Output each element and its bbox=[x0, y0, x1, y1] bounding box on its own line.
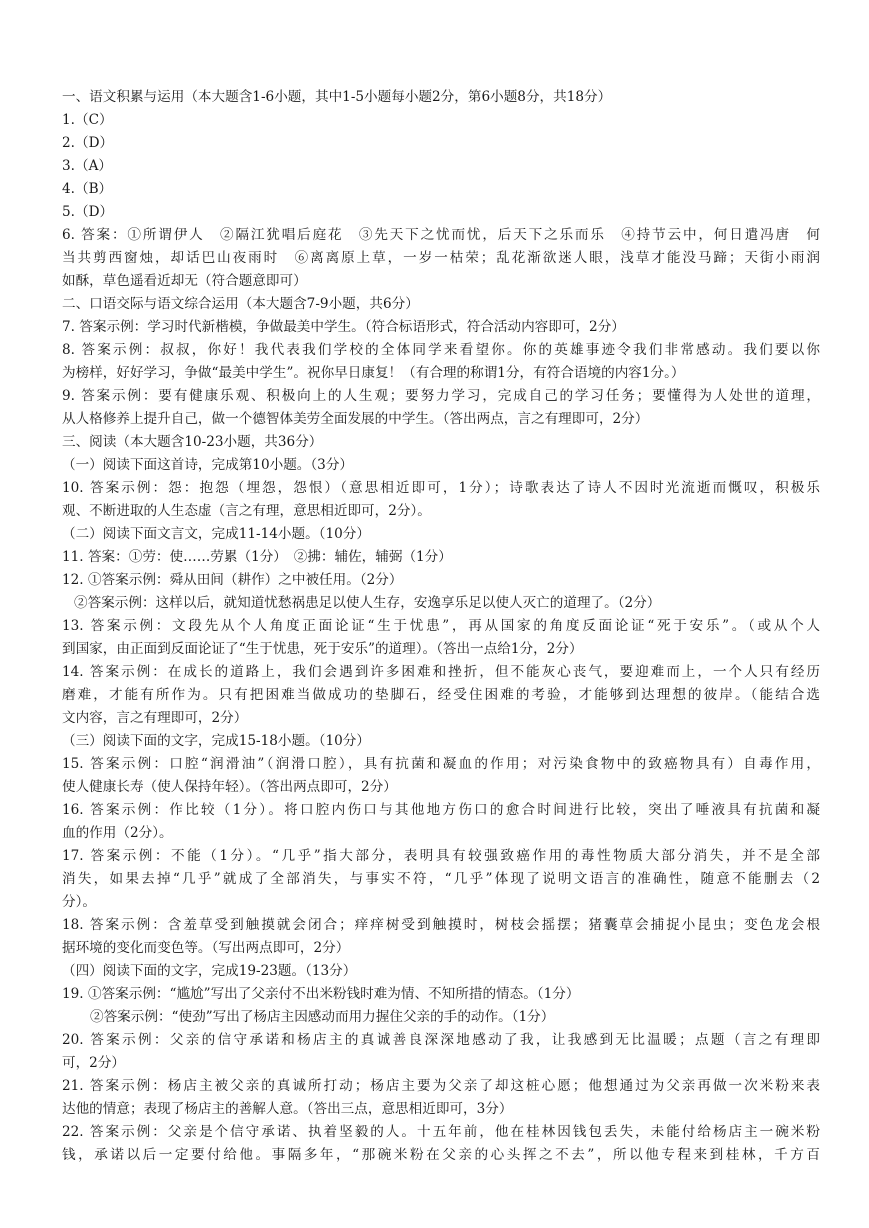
answer-line-13a: 13. 答案示例：文段先从个人角度正面论证“生于忧患”，再从国家的角度反面论证“死于安乐”。（或从个人 bbox=[62, 618, 820, 634]
answer-line-14b: 磨难，才能有所作为。只有把困难当做成功的垫脚石，经受住困难的考验，才能够到达理想的彼岸。（能结合选 bbox=[62, 687, 820, 703]
answer-line-12b: ②答案示例：这样以后，就知道忧愁祸患足以使人生存，安逸享乐足以使人灭亡的道理了。（2分） bbox=[74, 595, 661, 611]
answer-line-19b: ②答案示例：“使劲”写出了杨店主因感动而用力握住父亲的手的动作。（1分） bbox=[90, 1009, 555, 1025]
answer-line-9a: 9. 答案示例：要有健康乐观、积极向上的人生观；要努力学习，完成自己的学习任务；要懂得为人处世的道理， bbox=[62, 388, 820, 404]
answer-line-9b: 从人格修养上提升自己，做一个德智体美劳全面发展的中学生。（答出两点，言之有理即可，2分） bbox=[62, 411, 649, 427]
answer-line-17c: 分）。 bbox=[62, 894, 96, 910]
answer-line-12a: 12. ①答案示例：舜从田间（耕作）之中被任用。（2分） bbox=[62, 572, 403, 588]
answer-line-2: 2.（D） bbox=[62, 135, 114, 151]
section-heading-3: 三、阅读（本大题含10-23小题，共36分） bbox=[62, 434, 323, 450]
answer-line-22b: 钱，承诺以后一定要付给他。事隔多年，“那碗米粉在父亲的心头挥之不去”，所以他专程来到桂林，千方百 bbox=[62, 1147, 820, 1163]
answer-line-21b: 达他的情意；表现了杨店主的善解人意。（答出三点，意思相近即可，3分） bbox=[62, 1101, 513, 1117]
answer-line-10b: 观、不断进取的人生态虚（言之有理，意思相近即可，2分）。 bbox=[62, 503, 431, 519]
answer-line-6b: 当共剪西窗烛，却话巴山夜雨时 ⑥离离原上草，一岁一枯荣；乱花渐欲迷人眼，浅草才能没马蹄；天街小雨润 bbox=[62, 250, 820, 266]
answer-line-7: 7. 答案示例：学习时代新楷模，争做最美中学生。（符合标语形式，符合活动内容即可，2分） bbox=[62, 319, 625, 335]
answer-line-15b: 使人健康长寿（使人保持年轻）。（答出两点即可，2分） bbox=[62, 779, 397, 795]
answer-line-5: 5.（D） bbox=[62, 204, 114, 220]
answer-line-22a: 22. 答案示例：父亲是个信守承诺、执着坚毅的人。十五年前，他在桂林因钱包丢失，未能付给杨店主一碗米粉 bbox=[62, 1124, 820, 1140]
answer-line-14a: 14. 答案示例：在成长的道路上，我们会遇到许多困难和挫折，但不能灰心丧气，要迎难而上，一个人只有经历 bbox=[62, 664, 820, 680]
answer-line-10a: 10. 答案示例：怨：抱怨（埋怨，怨恨）（意思相近即可，1分）；诗歌表达了诗人不因时光流逝而慨叹，积极乐 bbox=[62, 480, 820, 496]
answer-line-20b: 可，2分） bbox=[62, 1055, 126, 1071]
answer-line-20a: 20. 答案示例：父亲的信守承诺和杨店主的真诚善良深深地感动了我，让我感到无比温暖；点题（言之有理即 bbox=[62, 1032, 820, 1048]
answer-line-18a: 18. 答案示例：含羞草受到触摸就会闭合；痒痒树受到触摸时，树枝会摇摆；猪囊草会捕捉小昆虫；变色龙会根 bbox=[62, 917, 820, 933]
answer-line-13b: 到国家，由正面到反面论证了“生于忧患，死于安乐”的道理）。（答出一点给1分，2分） bbox=[62, 641, 583, 657]
answer-document bbox=[62, 86, 820, 1167]
answer-line-14c: 文内容，言之有理即可，2分） bbox=[62, 710, 248, 726]
answer-line-6a: 6. 答案：①所谓伊人 ②隔江犹唱后庭花 ③先天下之忧而忧，后天下之乐而乐 ④持节云中，何日遣冯唐 何 bbox=[62, 227, 820, 243]
answer-line-17a: 17. 答案示例：不能（1分）。“几乎”指大部分，表明具有较强致癌作用的毒性物质大部分消失，并不是全部 bbox=[62, 848, 820, 864]
answer-line-19a: 19. ①答案示例：“尴尬”写出了父亲付不出米粉钱时难为情、不知所措的情态。（1分） bbox=[62, 986, 580, 1002]
subsection-heading-1: （一）阅读下面这首诗，完成第10小题。（3分） bbox=[62, 457, 354, 473]
answer-line-15a: 15. 答案示例：口腔“润滑油”（润滑口腔），具有抗菌和凝血的作用；对污染食物中的致癌物具有）自毒作用， bbox=[62, 756, 820, 772]
section-heading-2: 二、口语交际与语文综合运用（本大题含7-9小题，共6分） bbox=[62, 296, 419, 312]
answer-line-3: 3.（A） bbox=[62, 158, 112, 174]
answer-line-21a: 21. 答案示例：杨店主被父亲的真诚所打动；杨店主要为父亲了却这桩心愿；他想通过为父亲再做一次米粉来表 bbox=[62, 1078, 820, 1094]
answer-line-16a: 16. 答案示例：作比较（1分）。将口腔内伤口与其他地方伤口的愈合时间进行比较，突出了唾液具有抗菌和凝 bbox=[62, 802, 820, 818]
subsection-heading-2: （二）阅读下面文言文，完成11-14小题。（10分） bbox=[62, 526, 370, 542]
answer-line-16b: 血的作用（2分）。 bbox=[62, 825, 173, 841]
answer-line-6c: 如酥，草色遥看近却无（符合题意即可） bbox=[62, 273, 307, 289]
subsection-heading-4: （四）阅读下面的文字，完成19-23题。（13分） bbox=[62, 963, 357, 979]
answer-line-1: 1.（C） bbox=[62, 112, 113, 128]
section-heading-1: 一、语文积累与运用（本大题含1-6小题，其中1-5小题每小题2分，第6小题8分，共18分） bbox=[62, 89, 612, 105]
subsection-heading-3: （三）阅读下面的文字，完成15-18小题。（10分） bbox=[62, 733, 370, 749]
answer-line-8a: 8. 答案示例：叔叔，你好！我代表我们学校的全体同学来看望你。你的英雄事迹令我们非常感动。我们要以你 bbox=[62, 342, 820, 358]
answer-line-17b: 消失，如果去掉“几乎”就成了全部消失，与事实不符，“几乎”体现了说明文语言的准确性，随意不能删去（2 bbox=[62, 871, 820, 887]
answer-line-4: 4.（B） bbox=[62, 181, 113, 197]
answer-line-8b: 为榜样，好好学习，争做“最美中学生”。祝你早日康复！（有合理的称谓1分，有符合语境的内容1分。） bbox=[62, 365, 685, 381]
answer-line-18b: 据环境的变化而变色等。（写出两点即可，2分） bbox=[62, 940, 350, 956]
answer-line-11: 11. 答案：①劳：使……劳累（1分） ②拂：辅佐，辅弼（1分） bbox=[62, 549, 452, 565]
